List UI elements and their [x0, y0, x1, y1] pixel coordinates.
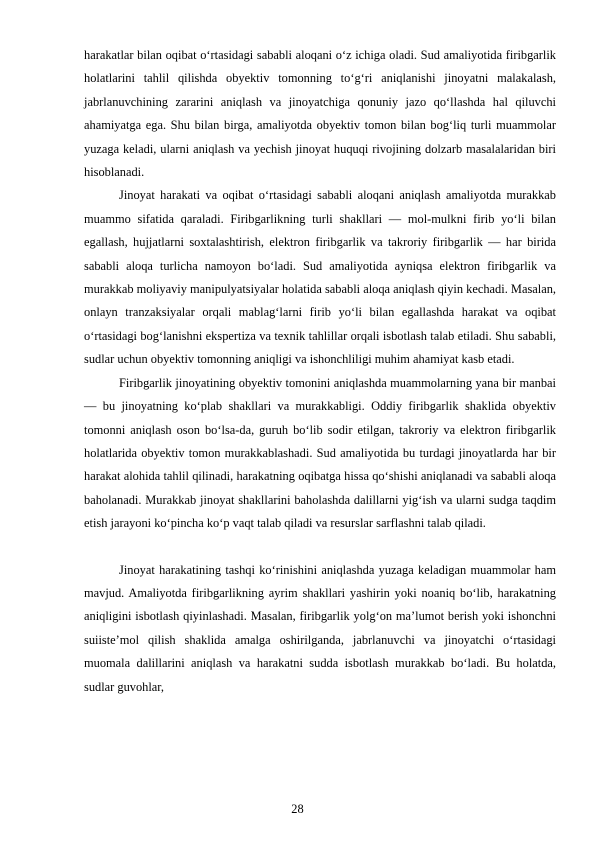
paragraph-forms-complexity: Firibgarlik jinoyatining obyektiv tomonini aniqlashda muammolarning yana bir manbai — bu jinoyatning ko‘plab shakllari va murakkabligi. Oddiy firibgarlik shaklida obyektiv tomonni aniqlash oson bo‘lsa-da, guruh bo‘lib sodir etilgan, takroriy va elektron firibgarlik holatlarida obyektiv tomon murakkablashadi. Sud amaliyotida bu turdagi jinoyatlarda har bir harakat alohida tahlil qilinadi, harakatning oqibatga hissa qo‘shishi aniqlanadi va sababli aloqa baholanadi. Murakkab jinoyat shakllarini baholashda dalillarni yig‘ish va ularni sudga taqdim etish jarayoni ko‘pincha ko‘p vaqt talab qiladi va resurslar sarflashni talab qiladi. [84, 375, 556, 531]
paragraph-continuation: harakatlar bilan oqibat o‘rtasidagi sababli aloqani o‘z ichiga oladi. Sud amaliyotida firibgarlik holatlarini tahlil qilishda obyektiv tomonning to‘g‘ri aniqlanishi jinoyatni malakalash, jabrlanuvchining zararini aniqlash va jinoyatchiga qonuniy jazo qo‘llashda hal qiluvchi ahamiyatga ega. Shu bilan birga, amaliyotda obyektiv tomon bilan bog‘liq turli muammolar yuzaga keladi, ularni aniqlash va yechish jinoyat huquqi rivojining dolzarb masalalaridan biri hisoblanadi. [84, 48, 556, 180]
paragraph-causal-link: Jinoyat harakati va oqibat o‘rtasidagi sababli aloqani aniqlash amaliyotda murakkab muammo sifatida qaraladi. Firibgarlikning turli shakllari — mol-mulkni firib yo‘li bilan egallash, hujjatlarni soxtalashtirish, elektron firibgarlik va takroriy firibgarlik — har birida sababli aloqa turlicha namoyon bo‘ladi. Sud amaliyotida ayniqsa elektron firibgarlik va murakkab moliyaviy manipulyatsiyalar holatida sababli aloqa aniqlash qiyin kechadi. Masalan, onlayn tranzaksiyalar orqali mablag‘larni firib yo‘li bilan egallashda harakat va oqibat o‘rtasidagi bog‘lanishni ekspertiza va texnik tahlillar orqali isbotlash talab etiladi. Shu sababli, sudlar uchun obyektiv tomonning aniqligi va ishonchliligi muhim ahamiyat kasb etadi. [84, 188, 556, 367]
paragraph-external-appearance: Jinoyat harakatining tashqi ko‘rinishini aniqlashda yuzaga keladigan muammolar ham mavjud. Amaliyotda firibgarlikning ayrim shakllari yashirin yoki noaniq bo‘lib, harakatning aniqligini isbotlash qiyinlashadi. Masalan, firibgarlik yolg‘on ma’lumot berish yoki ishonchni suiiste’mol qilish shaklida amalga oshirilganda, jabrlanuvchi va jinoyatchi o‘rtasidagi muomala dalillarini aniqlash va harakatni sudda isbotlash murakkab bo‘ladi. Bu holatda, sudlar guvohlar, [84, 562, 556, 694]
page-number: 28 [291, 802, 304, 816]
body-text [84, 44, 556, 699]
